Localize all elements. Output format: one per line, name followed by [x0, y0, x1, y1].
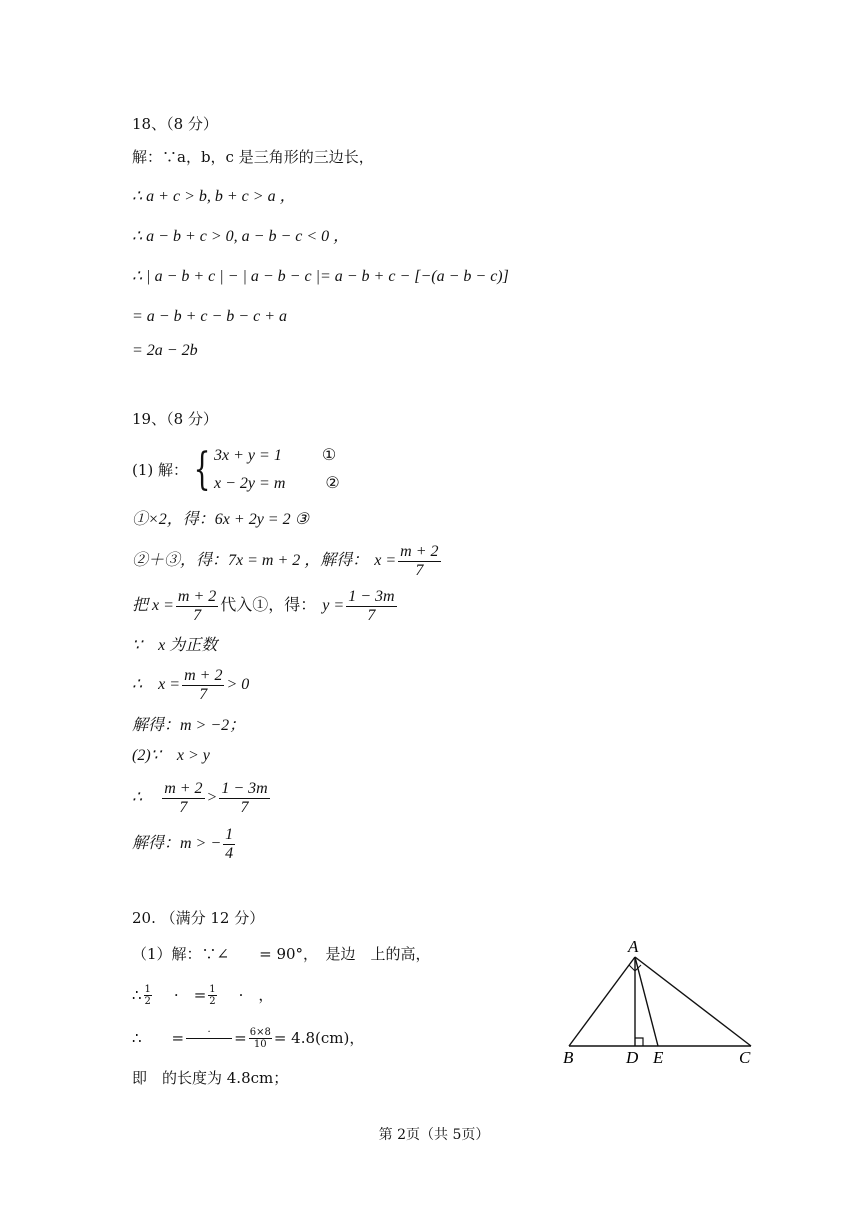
frac-num: · — [186, 1027, 232, 1039]
q20-heading: 20. （满分 12 分） — [132, 909, 265, 927]
q19-sub-y: y = — [322, 597, 345, 614]
q19-part2-line: (2)∵ x > y — [132, 747, 210, 764]
label-d: D — [626, 1048, 639, 1067]
q19-part1-prefix: (1) 解： — [132, 461, 189, 479]
frac-den: 7 — [240, 798, 249, 816]
frac-den: 2 — [144, 995, 151, 1007]
q19-therefore-tail: > 0 — [226, 676, 250, 693]
q19-heading: 19、（8 分） — [132, 410, 218, 428]
segment-ab — [569, 957, 635, 1046]
q19-equation-system — [132, 442, 340, 498]
label-e: E — [653, 1048, 664, 1067]
q19-gt: > — [206, 789, 218, 806]
label-c: C — [739, 1048, 751, 1067]
fraction-one-half — [208, 984, 216, 1007]
q19-eq1-mark: ① — [321, 447, 337, 464]
frac-den: 7 — [199, 685, 208, 703]
q20-l2-mid: · = — [173, 986, 207, 1004]
fraction-m-plus-2-over-7 — [398, 543, 440, 580]
frac-num: 1 − 3m — [221, 779, 268, 797]
frac-den: 7 — [367, 606, 376, 624]
q19-add-x: x = — [374, 552, 397, 569]
label-b: B — [563, 1048, 574, 1067]
q19-line-substitute — [132, 585, 399, 627]
q20-line-3: ∴ = · = $\frac{6\times 8}{10}$ = 4.8(cm)， — [132, 1026, 365, 1050]
frac-num: 1 — [144, 983, 151, 995]
triangle-figure — [555, 935, 765, 1070]
q20-line-1: （1）解：∵∠ = 90°， 是边 上的高， — [132, 945, 431, 963]
fraction-blank — [186, 1027, 232, 1050]
fraction-m-plus-2-over-7 — [176, 588, 218, 625]
q20-l3-prefix: ∴ = — [132, 1029, 185, 1047]
q19-line-solve1: 解得：m > −2； — [132, 717, 246, 734]
q19-eq2: x − 2y = m — [214, 475, 286, 492]
q18-line-4: ∴ | a − b + c | − | a − b − c |= a − b + c − [−(a − b − c)] — [132, 268, 509, 285]
q19-add-text: ②＋③，得：7x = m + 2 ，解得： — [132, 552, 369, 569]
q18-line-1: 解：∵a，b，c 是三角形的三边长， — [132, 148, 374, 166]
q18-line-6: = 2a − 2b — [132, 342, 198, 359]
q20-l2-tail: · ， — [238, 986, 274, 1004]
q19-sub-mid: 代入①，得： — [220, 597, 317, 614]
frac-den: 7 — [193, 606, 202, 624]
fraction-1-minus-3m-over-7 — [219, 780, 269, 817]
q19-line-times2: ①×2，得：6x + 2y = 2 ③ — [132, 511, 309, 528]
frac-den: 4 — [225, 844, 234, 862]
frac-num: 1 − 3m — [348, 587, 395, 605]
frac-den: 7 — [179, 798, 188, 816]
frac-den: 10 — [253, 1038, 267, 1050]
q19-line-solve2 — [132, 823, 237, 865]
fraction-6x8-over-10 — [249, 1027, 272, 1050]
frac-num: m + 2 — [184, 666, 223, 684]
frac-num: 6×8 — [249, 1026, 271, 1038]
frac-num: 1 — [209, 983, 216, 995]
q19-line-therefore2 — [132, 777, 272, 819]
frac-num: 1 — [225, 825, 234, 843]
q20-l3-tail: = 4.8(cm)， — [273, 1029, 365, 1047]
right-angle-mark-icon — [635, 1038, 643, 1046]
q19-line-therefore — [132, 664, 249, 706]
segment-ae — [635, 957, 658, 1046]
q19-line-because: ∵ x 为正数 — [132, 637, 218, 654]
q18-heading: 18、（8 分） — [132, 115, 218, 133]
q18-line-2: ∴ a + c > b, b + c > a ， — [132, 188, 296, 205]
q20-l2-prefix: ∴ — [132, 986, 142, 1004]
fraction-m-plus-2-over-7 — [182, 667, 224, 704]
q19-system-lines — [214, 442, 340, 498]
q20-line-4: 即 的长度为 4.8cm； — [132, 1069, 289, 1087]
q19-eq2-mark: ② — [325, 475, 340, 492]
q19-eq1: 3x + y = 1 — [214, 447, 282, 464]
fraction-one-half — [144, 984, 152, 1007]
segment-ac — [635, 957, 751, 1046]
q18-line-3: ∴ a − b + c > 0, a − b − c < 0 ， — [132, 228, 350, 245]
frac-num: m + 2 — [400, 542, 439, 560]
frac-den: 7 — [415, 561, 424, 579]
frac-den: 2 — [209, 995, 216, 1007]
left-brace-icon: { — [193, 444, 211, 495]
q19-therefore-text: ∴ x = — [132, 676, 181, 693]
q19-sub-prefix: 把 x = — [132, 597, 174, 614]
label-a: A — [628, 937, 639, 956]
q19-solve2-text: 解得：m > − — [132, 835, 222, 852]
frac-num: m + 2 — [164, 779, 203, 797]
q19-therefore2-text: ∴ — [132, 789, 143, 806]
fraction-1-minus-3m-over-7 — [346, 588, 396, 625]
page-footer: 第 2页（共 5页） — [378, 1127, 490, 1143]
q19-line-add — [132, 540, 443, 582]
frac-num: m + 2 — [177, 587, 217, 605]
fraction-1-over-4 — [223, 826, 235, 863]
q18-line-5: = a − b + c − b − c + a — [132, 308, 287, 325]
q20-line-2 — [132, 980, 273, 1010]
fraction-m-plus-2-over-7 — [162, 780, 204, 817]
